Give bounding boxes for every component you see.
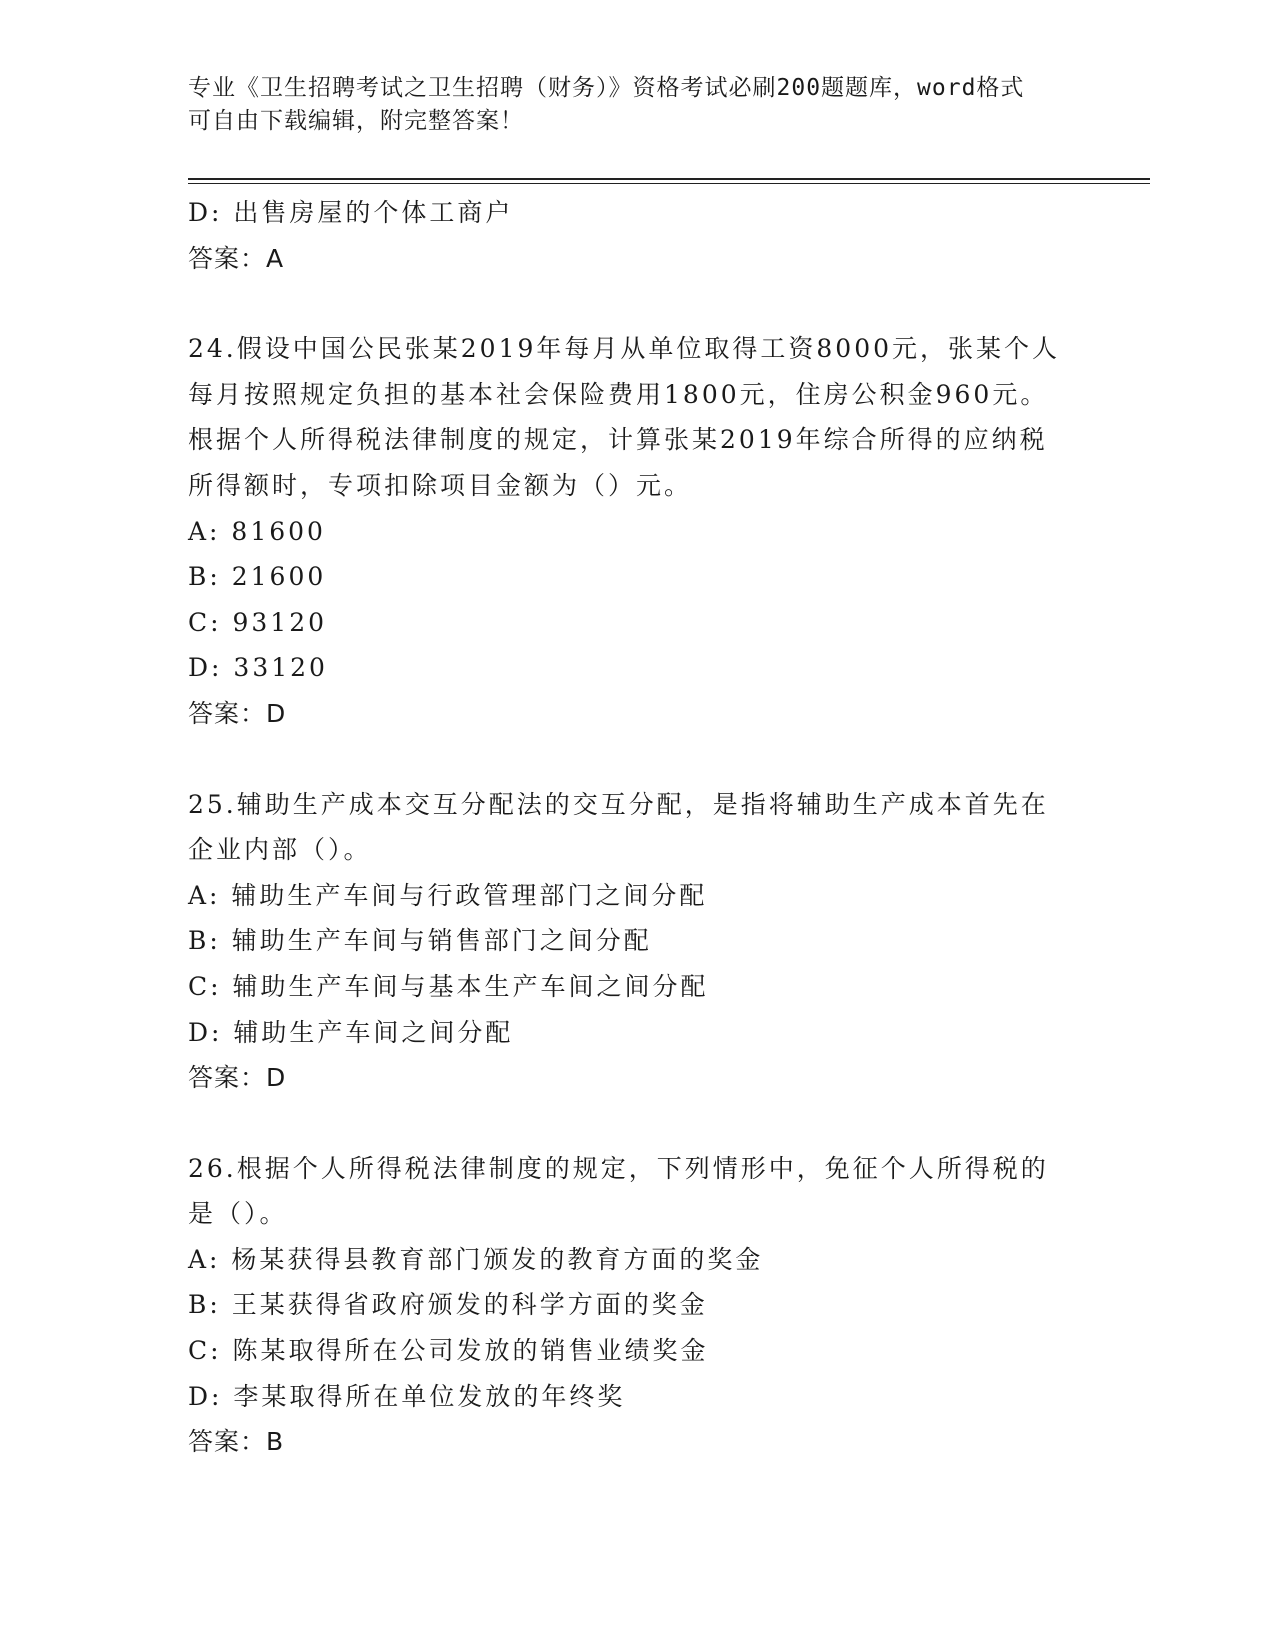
question-text-line: 25.辅助生产成本交互分配法的交互分配，是指将辅助生产成本首先在 — [188, 789, 1049, 819]
option-d: D: 李某取得所在单位发放的年终奖 — [188, 1381, 626, 1411]
question-text-line: 根据个人所得税法律制度的规定，计算张某2019年综合所得的应纳税 — [188, 425, 1048, 455]
header-divider-thin — [188, 183, 1150, 184]
question-25 — [188, 782, 1088, 1101]
answer: 答案：B — [188, 1427, 285, 1457]
option-c: C: 陈某取得所在公司发放的销售业绩奖金 — [188, 1336, 709, 1366]
question-24 — [188, 326, 1088, 736]
question-text-line: 企业内部（）。 — [188, 835, 372, 865]
option-d: D: 辅助生产车间之间分配 — [188, 1017, 514, 1047]
option-a: A: 辅助生产车间与行政管理部门之间分配 — [188, 880, 708, 910]
option-c: C: 辅助生产车间与基本生产车间之间分配 — [188, 971, 709, 1001]
header-line-2: 可自由下载编辑，附完整答案！ — [188, 108, 524, 134]
option-b: B: 王某获得省政府颁发的科学方面的奖金 — [188, 1290, 708, 1320]
option-d: D: 出售房屋的个体工商户 — [188, 198, 514, 227]
document-header — [188, 72, 1068, 138]
question-26 — [188, 1146, 1088, 1465]
question-text-line: 是（）。 — [188, 1199, 288, 1229]
header-divider-thick — [188, 178, 1150, 180]
question-text-line: 24.假设中国公民张某2019年每月从单位取得工资8000元，张某个人 — [188, 334, 1061, 364]
question-text-line: 26.根据个人所得税法律制度的规定，下列情形中，免征个人所得税的 — [188, 1153, 1049, 1183]
document-body — [188, 190, 1088, 1465]
header-line-1: 专业《卫生招聘考试之卫生招聘（财务）》资格考试必刷200题题库，word格式 — [188, 75, 1025, 101]
answer: 答案：D — [188, 698, 287, 728]
answer: 答案：A — [188, 243, 285, 273]
option-a: A: 杨某获得县教育部门颁发的教育方面的奖金 — [188, 1244, 764, 1274]
option-b: B: 辅助生产车间与销售部门之间分配 — [188, 926, 652, 956]
question-text-line: 所得额时，专项扣除项目金额为（）元。 — [188, 470, 693, 500]
option-b: B: 21600 — [188, 562, 327, 592]
option-c: C: 93120 — [188, 607, 328, 637]
option-a: A: 81600 — [188, 516, 326, 546]
option-d: D: 33120 — [188, 653, 328, 683]
question-text-line: 每月按照规定负担的基本社会保险费用1800元，住房公积金960元。 — [188, 379, 1049, 409]
answer: 答案：D — [188, 1063, 287, 1093]
